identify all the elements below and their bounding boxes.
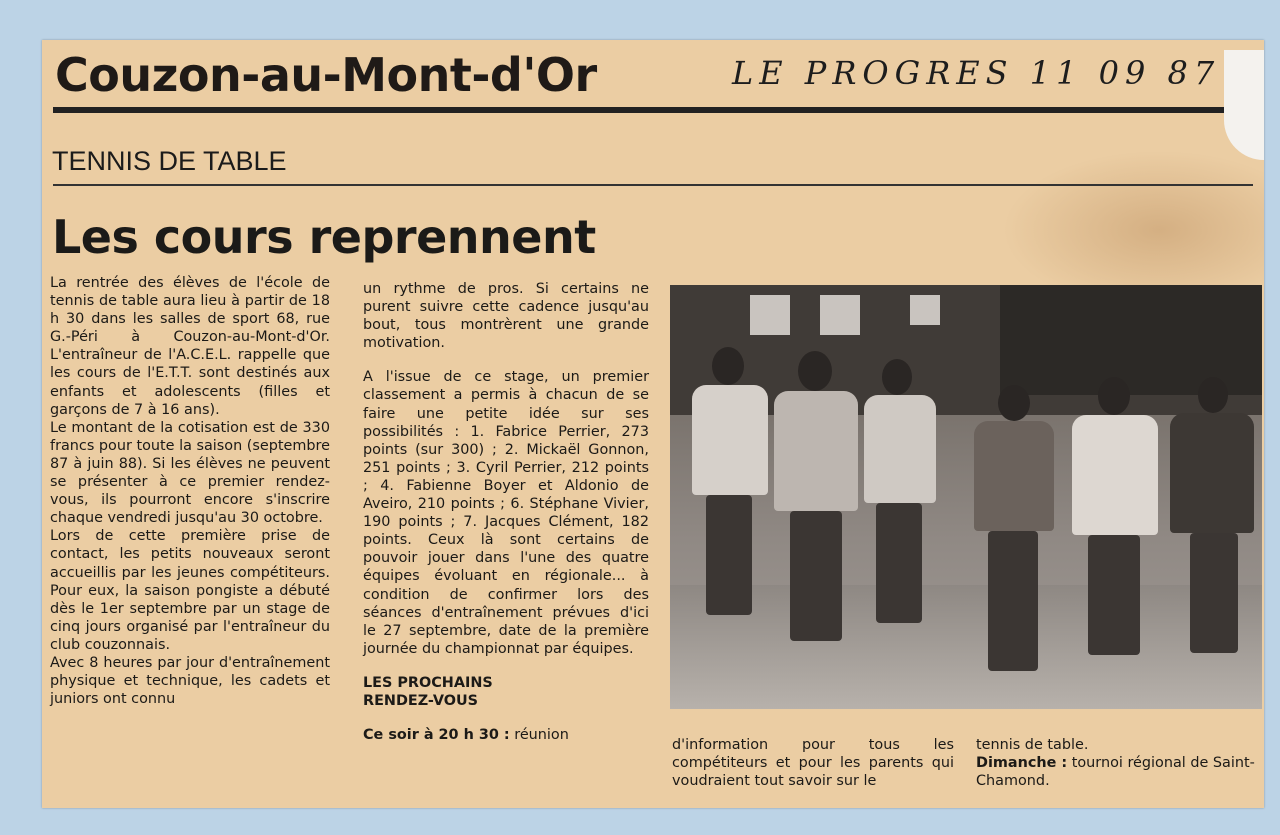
rubric-rule	[53, 184, 1253, 186]
column1-paragraph-1: La rentrée des élèves de l'école de tennis de table aura lieu à partir de 18 h 30 dans les salles de sport 68, rue G.-Péri à Couzon-au-Mont-d'Or. L'entraîneur de l'A.C.E.L. rappelle que les cours de l'E.T.T. sont destinés aux enfants et adolescents (filles et garçons de 7 à 16 ans).	[50, 275, 330, 418]
rendezvous-paragraph	[363, 726, 649, 744]
article-headline: Les cours reprennent	[52, 210, 596, 264]
rendezvous-subheading-line1: LES PROCHAINS	[363, 674, 493, 691]
column4-paragraph	[976, 754, 1266, 790]
section-rubric: TENNIS DE TABLE	[52, 146, 287, 176]
handwritten-source-note: LE PROGRES 11 09 87	[732, 54, 1221, 92]
column1-paragraph-3: Lors de cette première prise de contact, les petits nouveaux seront accueillis par les jeunes compétiteurs. Pour eux, la saison pongiste a débuté dès le 1er septembre par un stage de cinq jours organisé par l'entraîneur du club couzonnais.	[50, 528, 330, 653]
column2-paragraph-1: un rythme de pros. Si certains ne purent suivre cette cadence jusqu'au bout, tous montrèrent une grande motivation.	[363, 281, 649, 352]
photo-road	[670, 585, 1262, 709]
article-column-4	[976, 736, 1266, 790]
photo-window	[910, 295, 940, 325]
column1-paragraph-2: Le montant de la cotisation est de 330 francs pour toute la saison (septembre 87 à juin 88). Si les élèves ne peuvent se présenter à ce premier rendez-vous, ils pourront encore s'inscrire chaque vendredi jusqu'au 30 octobre.	[50, 419, 330, 527]
article-column-1	[50, 274, 330, 708]
photo-trees	[1000, 285, 1262, 395]
town-title: Couzon-au-Mont-d'Or	[55, 48, 597, 102]
header-rule	[53, 107, 1245, 113]
column1-paragraph-4: Avec 8 heures par jour d'entraînement physique et technique, les cadets et juniors ont connu	[50, 654, 330, 708]
rendezvous-subheading-line2: RENDEZ-VOUS	[363, 692, 479, 709]
photo-window	[750, 295, 790, 335]
rendezvous-subheading	[363, 674, 649, 710]
newspaper-clipping	[42, 40, 1264, 808]
rendezvous-text: réunion	[509, 727, 569, 744]
runners-photo	[670, 285, 1262, 709]
article-column-3: d'information pour tous les compétiteurs et pour les parents qui voudraient tout savoir sur le	[672, 737, 954, 790]
column2-paragraph-2: A l'issue de ce stage, un premier classement a permis à chacun de se faire une petite idée sur ses possibilités : 1. Fabrice Perrier, 273 points (sur 300) ; 2. Mickaël Gonnon, 251 points ; 3. Cyril Perrier, 212 points ; 4. Fabienne Boyer et Aldonio de Aveiro, 210 points ; 6. Stéphane Vivier, 190 points ; 7. Jacques Clément, 182 points. Ceux là sont certains de pouvoir jouer dans l'une des quatre équipes évoluant en régionale... à condition de confirmer lors des séances d'entraînement prévues d'ici le 27 septembre, date de la première journée du championnat par équipes.	[363, 369, 649, 657]
column4-line-1: tennis de table.	[976, 737, 1089, 753]
sunday-text: tournoi régional de Saint-Chamond.	[976, 755, 1255, 790]
photo-window	[820, 295, 860, 335]
rendezvous-lead: Ce soir à 20 h 30 :	[363, 727, 510, 744]
article-column-2	[363, 280, 649, 744]
sunday-lead: Dimanche :	[976, 755, 1068, 772]
